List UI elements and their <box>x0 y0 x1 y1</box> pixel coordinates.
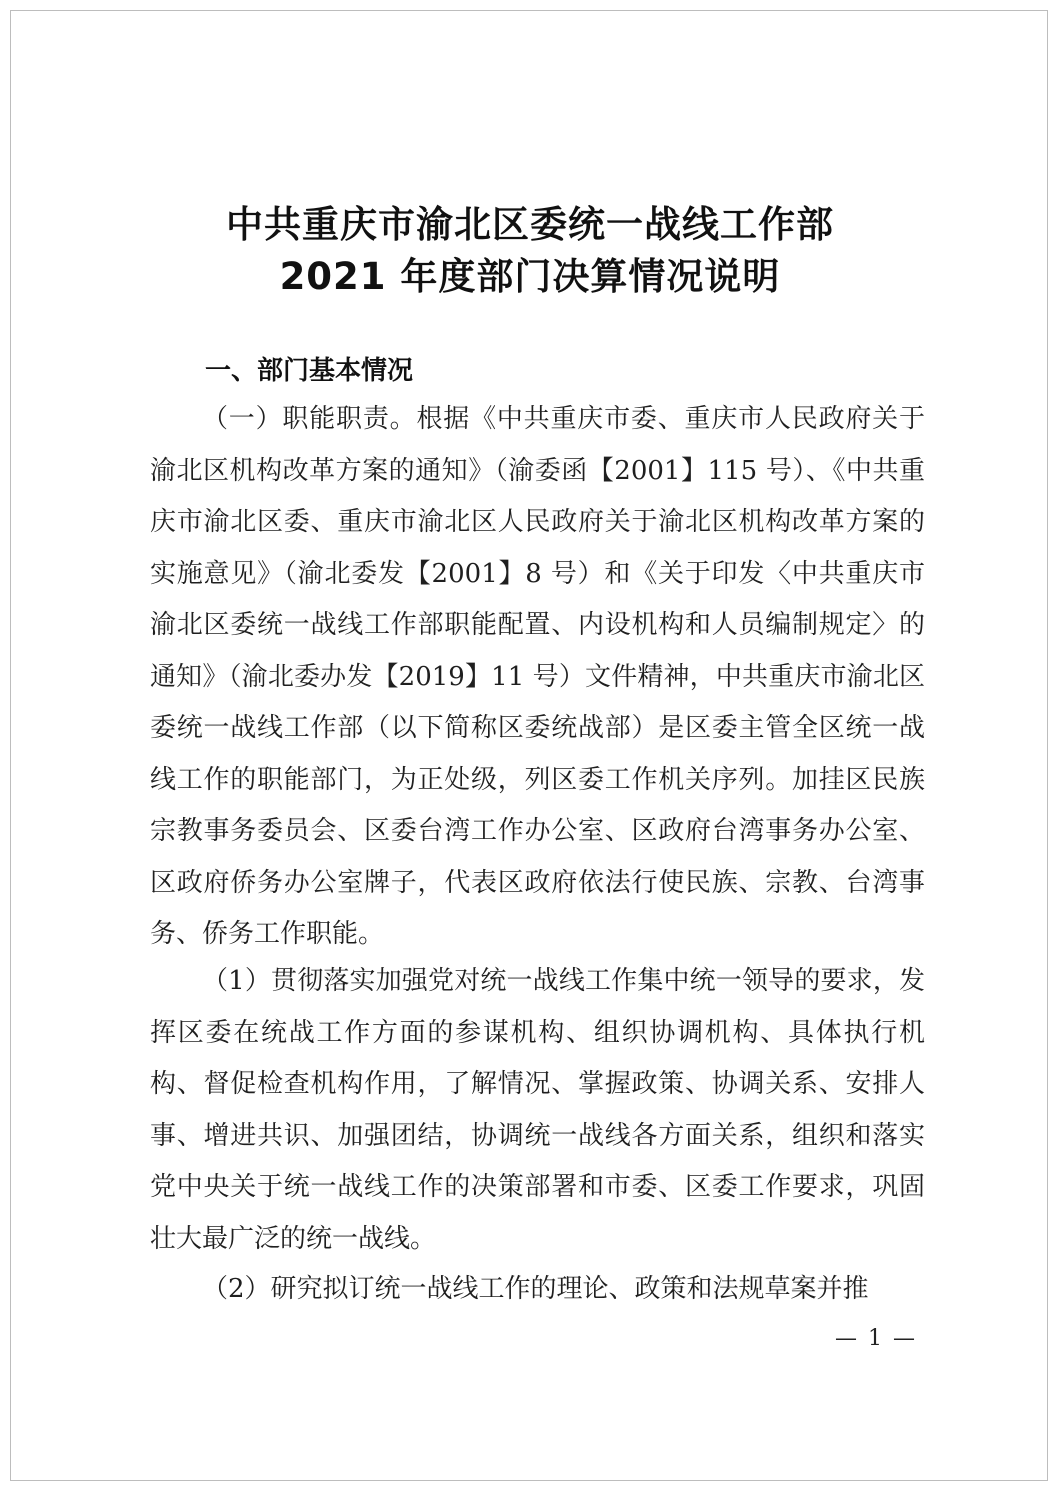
section-heading: 一、部门基本情况 <box>205 356 414 386</box>
page-number: — 1 — <box>835 1326 917 1351</box>
paragraph-functions: （一）职能职责。根据《中共重庆市委、重庆市人民政府关于渝北区机构改革方案的通知》（渝委函【2001】115 号）、《中共重庆市渝北区委、重庆市渝北区人民政府关于渝北区机构改革方案的实施意见》（渝北委发【2001】8 号）和《关于印发〈中共重庆市渝北区委统一战线工作部职能配置、内设机构和人员编制规定〉的通知》（渝北委办发【2019】11 号）文件精神，中共重庆市渝北区委统一战线工作部（以下简称区委统战部）是区委主管全区统一战线工作的职能部门，为正处级，列区委工作机关序列。加挂区民族宗教事务委员会、区委台湾工作办公室、区政府台湾事务办公室、区政府侨务办公室牌子，代表区政府依法行使民族、宗教、台湾事务、侨务工作职能。 <box>150 404 925 949</box>
document-title-line-1: 中共重庆市渝北区委统一战线工作部 <box>226 203 834 246</box>
paragraph-item-1: （1）贯彻落实加强党对统一战线工作集中统一领导的要求，发挥区委在统战工作方面的参谋机构、组织协调机构、具体执行机构、督促检查机构作用，了解情况、掌握政策、协调关系、安排人事、增进共识、加强团结，协调统一战线各方面关系，组织和落实党中央关于统一战线工作的决策部署和市委、区委工作要求，巩固壮大最广泛的统一战线。 <box>150 966 925 1254</box>
document-title-line-2: 2021 年度部门决算情况说明 <box>279 255 781 298</box>
paragraph-item-2: （2）研究拟订统一战线工作的理论、政策和法规草案并推 <box>202 1274 869 1304</box>
